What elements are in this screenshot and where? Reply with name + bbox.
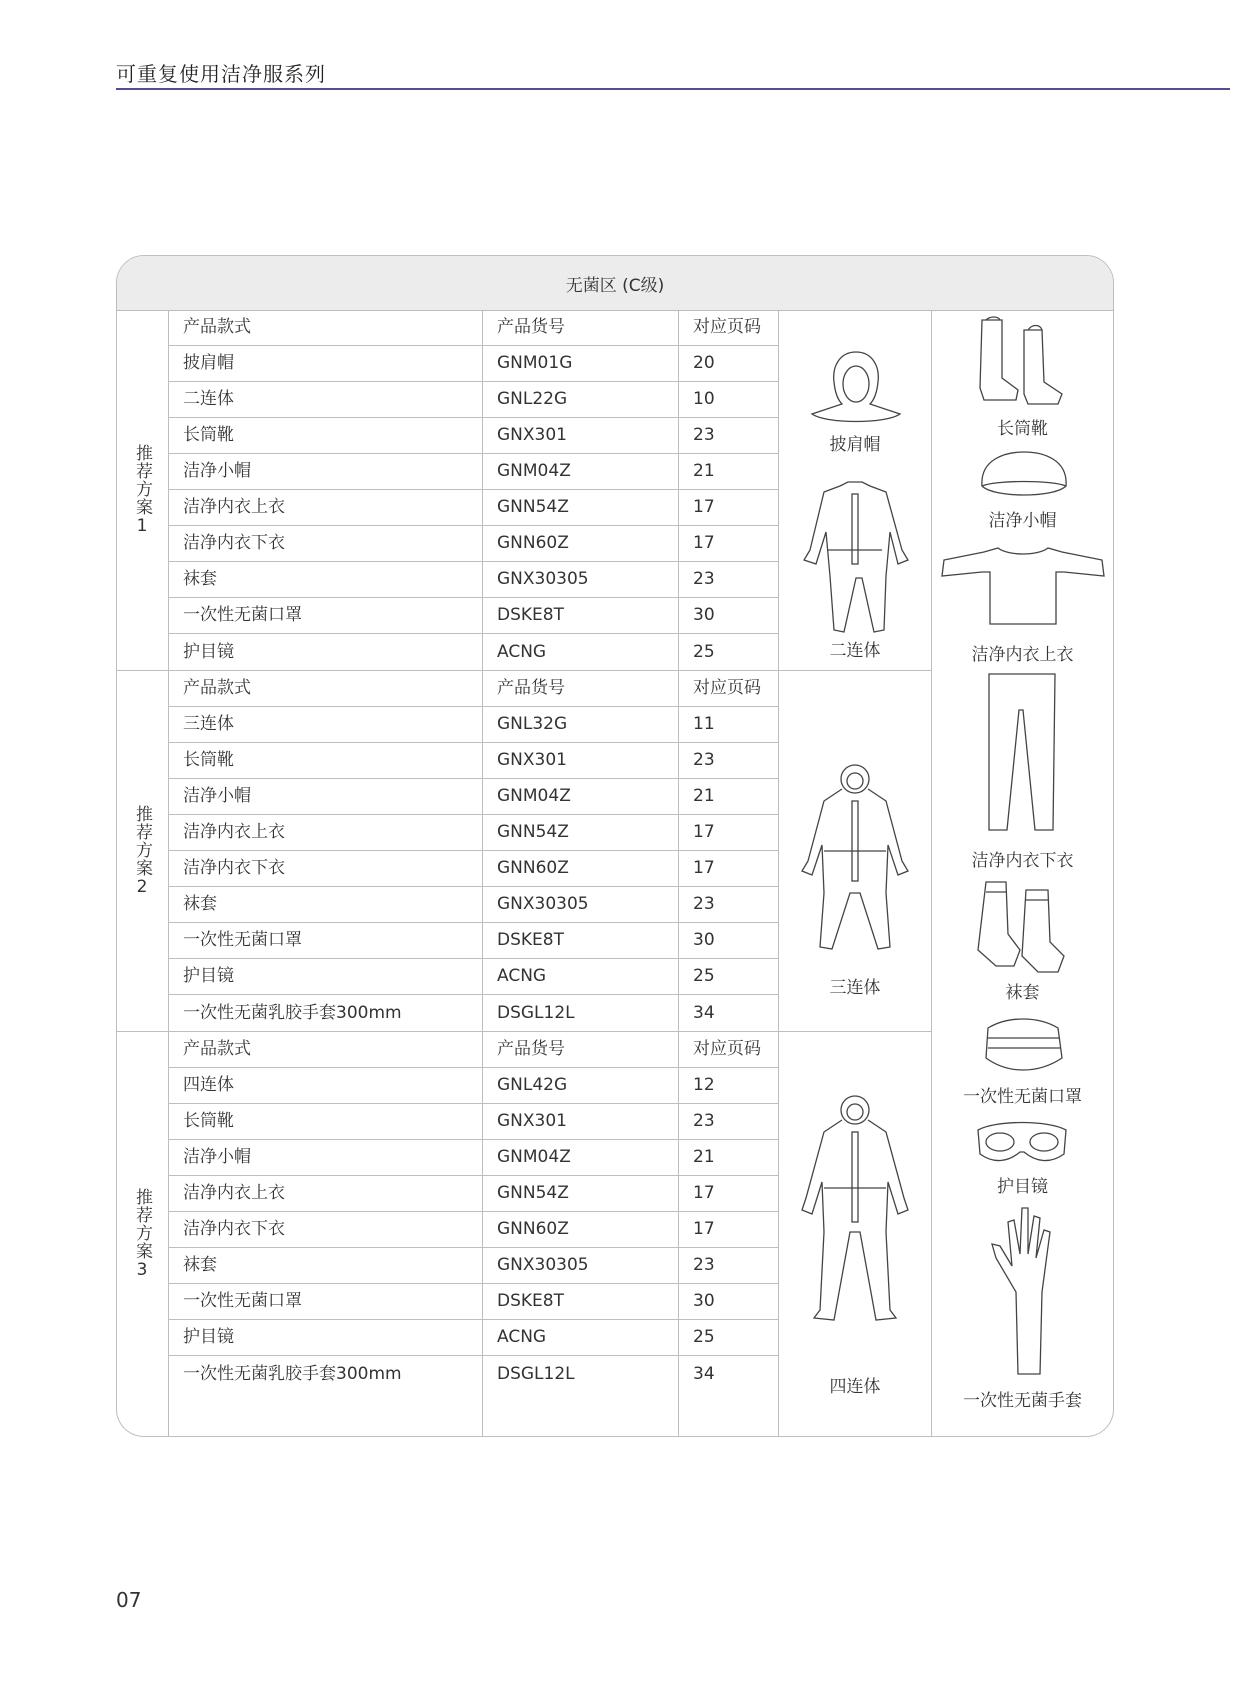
page-ref: 23	[679, 887, 779, 922]
table-row	[169, 1176, 779, 1212]
accessory-caption: 袜套	[1005, 983, 1040, 1003]
page-ref: 23	[679, 418, 779, 453]
illustration-caption: 披肩帽	[829, 435, 881, 455]
table-header-row	[169, 671, 779, 707]
product-name: 洁净内衣下衣	[169, 851, 483, 886]
product-code: GNN60Z	[483, 1212, 679, 1247]
product-code: DSKE8T	[483, 598, 679, 633]
product-name: 洁净内衣上衣	[169, 815, 483, 850]
product-name: 护目镜	[169, 959, 483, 994]
header-divider	[116, 88, 1230, 90]
table-row	[169, 1356, 779, 1436]
product-code: GNN54Z	[483, 490, 679, 525]
column-header-code: 产品货号	[483, 310, 679, 345]
goggles-icon	[972, 1118, 1072, 1170]
product-name: 长筒靴	[169, 743, 483, 778]
illustration-caption: 三连体	[829, 978, 881, 998]
product-name: 护目镜	[169, 634, 483, 671]
accessory-caption: 一次性无菌手套	[963, 1391, 1082, 1411]
column-header-style: 产品款式	[169, 1032, 483, 1067]
product-code: GNX30305	[483, 887, 679, 922]
table-row	[169, 562, 779, 598]
product-code: GNX301	[483, 1104, 679, 1139]
product-name: 洁净小帽	[169, 779, 483, 814]
table-row	[169, 634, 779, 671]
product-name: 四连体	[169, 1068, 483, 1103]
table-row	[169, 959, 779, 995]
product-name: 一次性无菌乳胶手套300mm	[169, 1356, 483, 1436]
product-code: GNX30305	[483, 562, 679, 597]
column-header-page: 对应页码	[679, 310, 779, 345]
product-code: GNX30305	[483, 1248, 679, 1283]
table-row	[169, 418, 779, 454]
page-ref: 17	[679, 1176, 779, 1211]
page-header-title: 可重复使用洁净服系列	[116, 62, 326, 86]
product-name: 长筒靴	[169, 1104, 483, 1139]
product-code: GNM04Z	[483, 454, 679, 489]
plan-2-illustrations	[779, 671, 932, 1032]
product-code: GNX301	[483, 743, 679, 778]
column-header-style: 产品款式	[169, 310, 483, 345]
illustration-caption: 四连体	[829, 1377, 881, 1397]
accessory-caption: 一次性无菌口罩	[963, 1087, 1082, 1107]
sterile-zone-table	[116, 255, 1114, 1437]
product-name: 一次性无菌口罩	[169, 923, 483, 958]
page-ref: 10	[679, 382, 779, 417]
page-ref: 34	[679, 995, 779, 1032]
hood-cap-icon	[806, 348, 906, 428]
table-row	[169, 1068, 779, 1104]
column-header-code: 产品货号	[483, 671, 679, 706]
product-code: ACNG	[483, 959, 679, 994]
accessory-caption: 长筒靴	[997, 419, 1048, 439]
table-row	[169, 815, 779, 851]
illustration-caption: 二连体	[829, 641, 881, 661]
product-code: GNN54Z	[483, 1176, 679, 1211]
page-ref: 23	[679, 1104, 779, 1139]
product-name: 洁净内衣上衣	[169, 490, 483, 525]
clean-cap-icon	[974, 450, 1074, 504]
product-code: DSKE8T	[483, 923, 679, 958]
page-ref: 23	[679, 743, 779, 778]
underpants-icon	[977, 670, 1067, 840]
column-header-page: 对应页码	[679, 671, 779, 706]
table-row	[169, 707, 779, 743]
product-name: 洁净小帽	[169, 454, 483, 489]
plan-1-illustrations	[779, 310, 932, 671]
table-row	[169, 382, 779, 418]
full-coverall-with-feet-icon	[790, 1092, 920, 1332]
product-code: GNL22G	[483, 382, 679, 417]
face-mask-icon	[978, 1010, 1068, 1080]
product-name: 洁净内衣下衣	[169, 1212, 483, 1247]
column-header-style: 产品款式	[169, 671, 483, 706]
product-code: ACNG	[483, 1320, 679, 1355]
product-code: GNN54Z	[483, 815, 679, 850]
product-name: 洁净内衣下衣	[169, 526, 483, 561]
table-row	[169, 1248, 779, 1284]
product-code: DSGL12L	[483, 995, 679, 1032]
page-ref: 21	[679, 779, 779, 814]
table-row	[169, 490, 779, 526]
product-name: 洁净内衣上衣	[169, 1176, 483, 1211]
product-code: GNX301	[483, 418, 679, 453]
product-name: 一次性无菌口罩	[169, 1284, 483, 1319]
product-code: GNN60Z	[483, 851, 679, 886]
product-name: 洁净小帽	[169, 1140, 483, 1175]
product-code: GNM04Z	[483, 779, 679, 814]
table-row	[169, 1320, 779, 1356]
product-code: DSKE8T	[483, 1284, 679, 1319]
product-code: GNL32G	[483, 707, 679, 742]
table-row	[169, 526, 779, 562]
table-row	[169, 923, 779, 959]
table-row	[169, 1104, 779, 1140]
product-code: ACNG	[483, 634, 679, 671]
plan-label-2: 推荐方案2	[117, 671, 169, 1032]
accessory-column	[932, 310, 1113, 1436]
product-name: 袜套	[169, 1248, 483, 1283]
page-ref: 17	[679, 1212, 779, 1247]
table-row	[169, 743, 779, 779]
column-header-code: 产品货号	[483, 1032, 679, 1067]
accessory-caption: 洁净内衣下衣	[971, 851, 1074, 871]
page-ref: 30	[679, 923, 779, 958]
page-number: 07	[116, 1588, 142, 1612]
long-boots-icon	[968, 316, 1078, 411]
product-code: DSGL12L	[483, 1356, 679, 1436]
accessory-caption: 洁净内衣上衣	[971, 645, 1074, 665]
page-ref: 30	[679, 1284, 779, 1319]
page-ref: 17	[679, 815, 779, 850]
product-code: GNM04Z	[483, 1140, 679, 1175]
product-name: 袜套	[169, 562, 483, 597]
page-ref: 25	[679, 1320, 779, 1355]
glove-icon	[982, 1202, 1062, 1382]
plan-label-3: 推荐方案3	[117, 1032, 169, 1436]
page-ref: 21	[679, 454, 779, 489]
table-row	[169, 454, 779, 490]
table-header-row	[169, 310, 779, 346]
product-name: 护目镜	[169, 1320, 483, 1355]
page-ref: 17	[679, 526, 779, 561]
table-row	[169, 1284, 779, 1320]
undershirt-icon	[938, 544, 1108, 634]
table-row	[169, 346, 779, 382]
table-row	[169, 1212, 779, 1248]
column-header-page: 对应页码	[679, 1032, 779, 1067]
page-ref: 34	[679, 1356, 779, 1436]
page-ref: 17	[679, 851, 779, 886]
page-ref: 25	[679, 634, 779, 671]
product-name: 二连体	[169, 382, 483, 417]
plan-label-1: 推荐方案1	[117, 310, 169, 671]
socks-icon	[968, 876, 1078, 976]
page-ref: 20	[679, 346, 779, 381]
page-ref: 23	[679, 1248, 779, 1283]
page-ref: 23	[679, 562, 779, 597]
table-row	[169, 995, 779, 1032]
table-row	[169, 779, 779, 815]
product-name: 一次性无菌口罩	[169, 598, 483, 633]
accessory-caption: 洁净小帽	[988, 511, 1057, 531]
table-header-row	[169, 1032, 779, 1068]
product-name: 长筒靴	[169, 418, 483, 453]
page-ref: 17	[679, 490, 779, 525]
plan-3-illustrations	[779, 1032, 932, 1436]
product-code: GNN60Z	[483, 526, 679, 561]
zone-title: 无菌区 (C级)	[117, 256, 1113, 311]
product-name: 三连体	[169, 707, 483, 742]
product-code: GNL42G	[483, 1068, 679, 1103]
two-piece-coverall-icon	[790, 480, 920, 645]
accessory-caption: 护目镜	[997, 1177, 1048, 1197]
product-code: GNM01G	[483, 346, 679, 381]
table-row	[169, 851, 779, 887]
page-ref: 25	[679, 959, 779, 994]
page-ref: 11	[679, 707, 779, 742]
hooded-coverall-icon	[790, 761, 920, 961]
page-ref: 30	[679, 598, 779, 633]
table-row	[169, 887, 779, 923]
table-row	[169, 598, 779, 634]
page-ref: 21	[679, 1140, 779, 1175]
product-name: 披肩帽	[169, 346, 483, 381]
product-name: 袜套	[169, 887, 483, 922]
product-name: 一次性无菌乳胶手套300mm	[169, 995, 483, 1032]
table-row	[169, 1140, 779, 1176]
page-ref: 12	[679, 1068, 779, 1103]
